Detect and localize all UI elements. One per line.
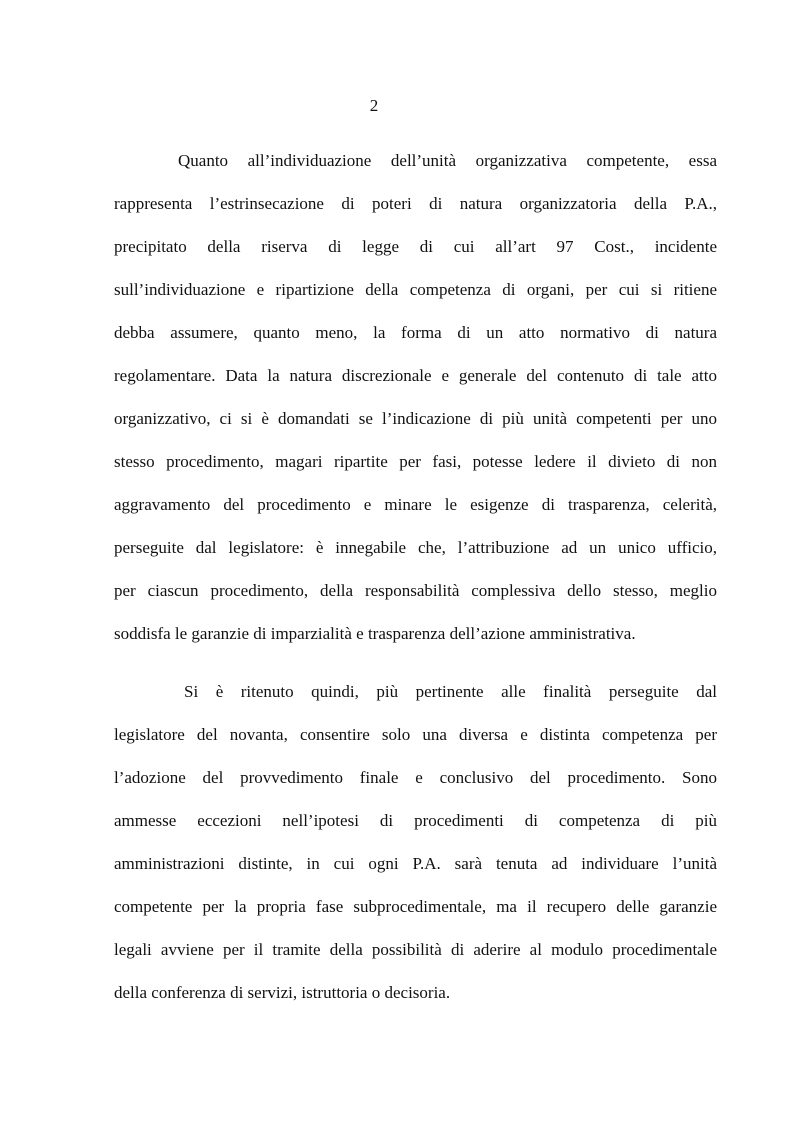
paragraph-1-line-12: soddisfa le garanzie di imparzialità e trasparenza dell’azione amministrativa. [114, 624, 636, 643]
paragraph-1-line-1: Quanto all’individuazione dell’unità organizzativa competente, essa [178, 151, 717, 170]
paragraph-2-line-4: ammesse eccezioni nell’ipotesi di procedimenti di competenza di più [114, 811, 717, 830]
paragraph-2-line-1: Si è ritenuto quindi, più pertinente alle finalità perseguite dal [184, 682, 717, 701]
paragraph-2-line-8: della conferenza di servizi, istruttoria o decisoria. [114, 983, 451, 1002]
paragraph-2-line-3: l’adozione del provvedimento finale e conclusivo del procedimento. Sono [114, 768, 717, 787]
paragraph-1-line-2: rappresenta l’estrinsecazione di poteri di natura organizzatoria della P.A., [114, 194, 717, 213]
paragraph-1-line-10: perseguite dal legislatore: è innegabile che, l’attribuzione ad un unico ufficio, [114, 538, 717, 557]
paragraph-1-line-9: aggravamento del procedimento e minare le esigenze di trasparenza, celerità, [114, 495, 717, 514]
paragraph-1-line-4: sull’individuazione e ripartizione della competenza di organi, per cui si ritiene [114, 280, 717, 299]
paragraph-2-line-6: competente per la propria fase subprocedimentale, ma il recupero delle garanzie [114, 897, 717, 916]
paragraph-1-line-8: stesso procedimento, magari ripartite per fasi, potesse ledere il divieto di non [114, 452, 717, 471]
paragraph-1-line-6: regolamentare. Data la natura discrezionale e generale del contenuto di tale atto [114, 366, 717, 385]
paragraph-1-line-11: per ciascun procedimento, della responsabilità complessiva dello stesso, meglio [114, 581, 717, 600]
paragraph-1-line-3: precipitato della riserva di legge di cui all’art 97 Cost., incidente [114, 237, 717, 256]
page-number: 2 [369, 96, 379, 115]
paragraph-2-line-7: legali avviene per il tramite della possibilità di aderire al modulo procedimentale [114, 940, 717, 959]
paragraph-1-line-7: organizzativo, ci si è domandati se l’indicazione di più unità competenti per uno [114, 409, 717, 428]
paragraph-1-line-5: debba assumere, quanto meno, la forma di un atto normativo di natura [114, 323, 717, 342]
paragraph-2-line-2: legislatore del novanta, consentire solo una diversa e distinta competenza per [114, 725, 717, 744]
paragraph-2-line-5: amministrazioni distinte, in cui ogni P.A. sarà tenuta ad individuare l’unità [114, 854, 717, 873]
